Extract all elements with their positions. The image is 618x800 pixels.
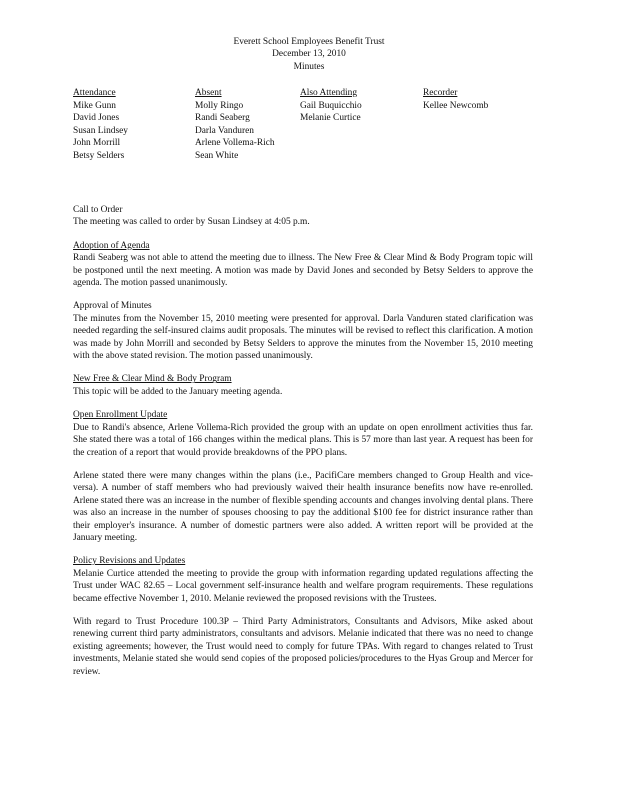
- attendance-heading: Attendance: [73, 88, 116, 98]
- section-heading: New Free & Clear Mind & Body Program: [73, 374, 232, 385]
- absent-name: Arlene Vollema-Rich: [195, 138, 275, 149]
- section-open-enrollment-update: [73, 409, 533, 544]
- section-policy-revisions: [73, 555, 533, 678]
- section-heading: Open Enrollment Update: [73, 410, 168, 421]
- section-heading: Policy Revisions and Updates: [73, 556, 186, 567]
- section-mind-body-program: [73, 373, 533, 398]
- document-subtitle: Minutes: [293, 61, 325, 72]
- absent-name: Molly Ringo: [195, 101, 244, 111]
- section-heading: Approval of Minutes: [73, 301, 152, 312]
- attendee-name: Susan Lindsey: [73, 125, 128, 136]
- section-heading: Adoption of Agenda: [73, 240, 150, 251]
- section-call-to-order: [73, 204, 533, 229]
- also-attending-heading: Also Attending: [300, 88, 358, 98]
- attendee-name: John Morrill: [73, 138, 121, 149]
- section-paragraph: Randi Seaberg was not able to attend the meeting due to illness. The New Free & Clear Mind & Body Program topic will be postponed until the next meeting. A motion was made by David Jones and seconded by Betsy Selders to approve the agenda. The motion passed unanimously.: [73, 253, 533, 289]
- section-adoption-of-agenda: [73, 240, 533, 290]
- absent-heading: Absent: [195, 88, 222, 98]
- minutes-body: [73, 204, 533, 689]
- absent-name: Darla Vanduren: [195, 125, 254, 136]
- recorder-heading: Recorder: [423, 88, 458, 98]
- recorder-column: [423, 87, 488, 112]
- section-paragraph: This topic will be added to the January meeting agenda.: [73, 386, 283, 397]
- document-header: [0, 36, 618, 73]
- attendance-block: [73, 87, 553, 177]
- absent-name: Sean White: [195, 150, 239, 161]
- absent-name: Randi Seaberg: [195, 113, 250, 124]
- section-heading: Call to Order: [73, 205, 123, 215]
- meeting-date: December 13, 2010: [272, 49, 346, 60]
- attendance-column: [73, 87, 128, 162]
- absent-column: [195, 87, 275, 162]
- recorder-name: Kellee Newcomb: [423, 101, 489, 111]
- attendee-name: Betsy Selders: [73, 150, 125, 161]
- attendee-name: Mike Gunn: [73, 101, 116, 111]
- attendee-name: David Jones: [73, 113, 120, 124]
- section-paragraph: Due to Randi's absence, Arlene Vollema-Rich provided the group with an update on open enrollment activities thus far. She stated there was a total of 166 changes within the medical plans. This is 57 more than last year. A request has been for the creation of a report that would provide breakdowns of the PPO plans.: [73, 422, 533, 458]
- section-paragraph: The minutes from the November 15, 2010 meeting were presented for approval. Darla Vanduren stated clarification was needed regarding the self-insured claims audit proposals. The minutes will be revised to reflect this clarification. A motion was made by John Morrill and seconded by Betsy Selders to approve the minutes from the November 15, 2010 meeting with the above stated revision. The motion passed unanimously.: [73, 313, 533, 362]
- also-attending-name: Melanie Curtice: [300, 113, 361, 124]
- document-title: Everett School Employees Benefit Trust: [233, 37, 385, 47]
- section-paragraph: With regard to Trust Procedure 100.3P – Third Party Administrators, Consultants and Advisors, Mike asked about renewing current third party administrators, consultants and advisors. Melanie indicated that there was no need to change existing agreements; however, the Trust would need to comply for future TPAs. With regard to changes related to Trust investments, Melanie stated she would send copies of the proposed policies/procedures to the Hyas Group and Mercer for review.: [73, 616, 533, 677]
- also-attending-column: [300, 87, 362, 125]
- section-paragraph: Arlene stated there were many changes within the plans (i.e., PacifiCare members changed to Group Health and vice-versa). A number of staff members who had previously waived their health insurance benefits now have re-enrolled. Arlene stated there was an increase in the number of flexible spending accounts and changes involving dental plans. There was also an increase in the number of spouses choosing to pay the additional $100 fee for district insurance rather than their employer's insurance. A number of domestic partners were also added. A written report will be provided at the January meeting.: [73, 470, 533, 543]
- section-paragraph: The meeting was called to order by Susan Lindsey at 4:05 p.m.: [73, 217, 310, 228]
- section-paragraph: Melanie Curtice attended the meeting to provide the group with information regarding updated regulations affecting the Trust under WAC 82.65 – Local government self-insurance health and welfare program requirements. These regulations became effective November 1, 2010. Melanie reviewed the proposed revisions with the Trustees.: [73, 568, 533, 604]
- also-attending-name: Gail Buquicchio: [300, 101, 362, 111]
- section-approval-of-minutes: [73, 300, 533, 362]
